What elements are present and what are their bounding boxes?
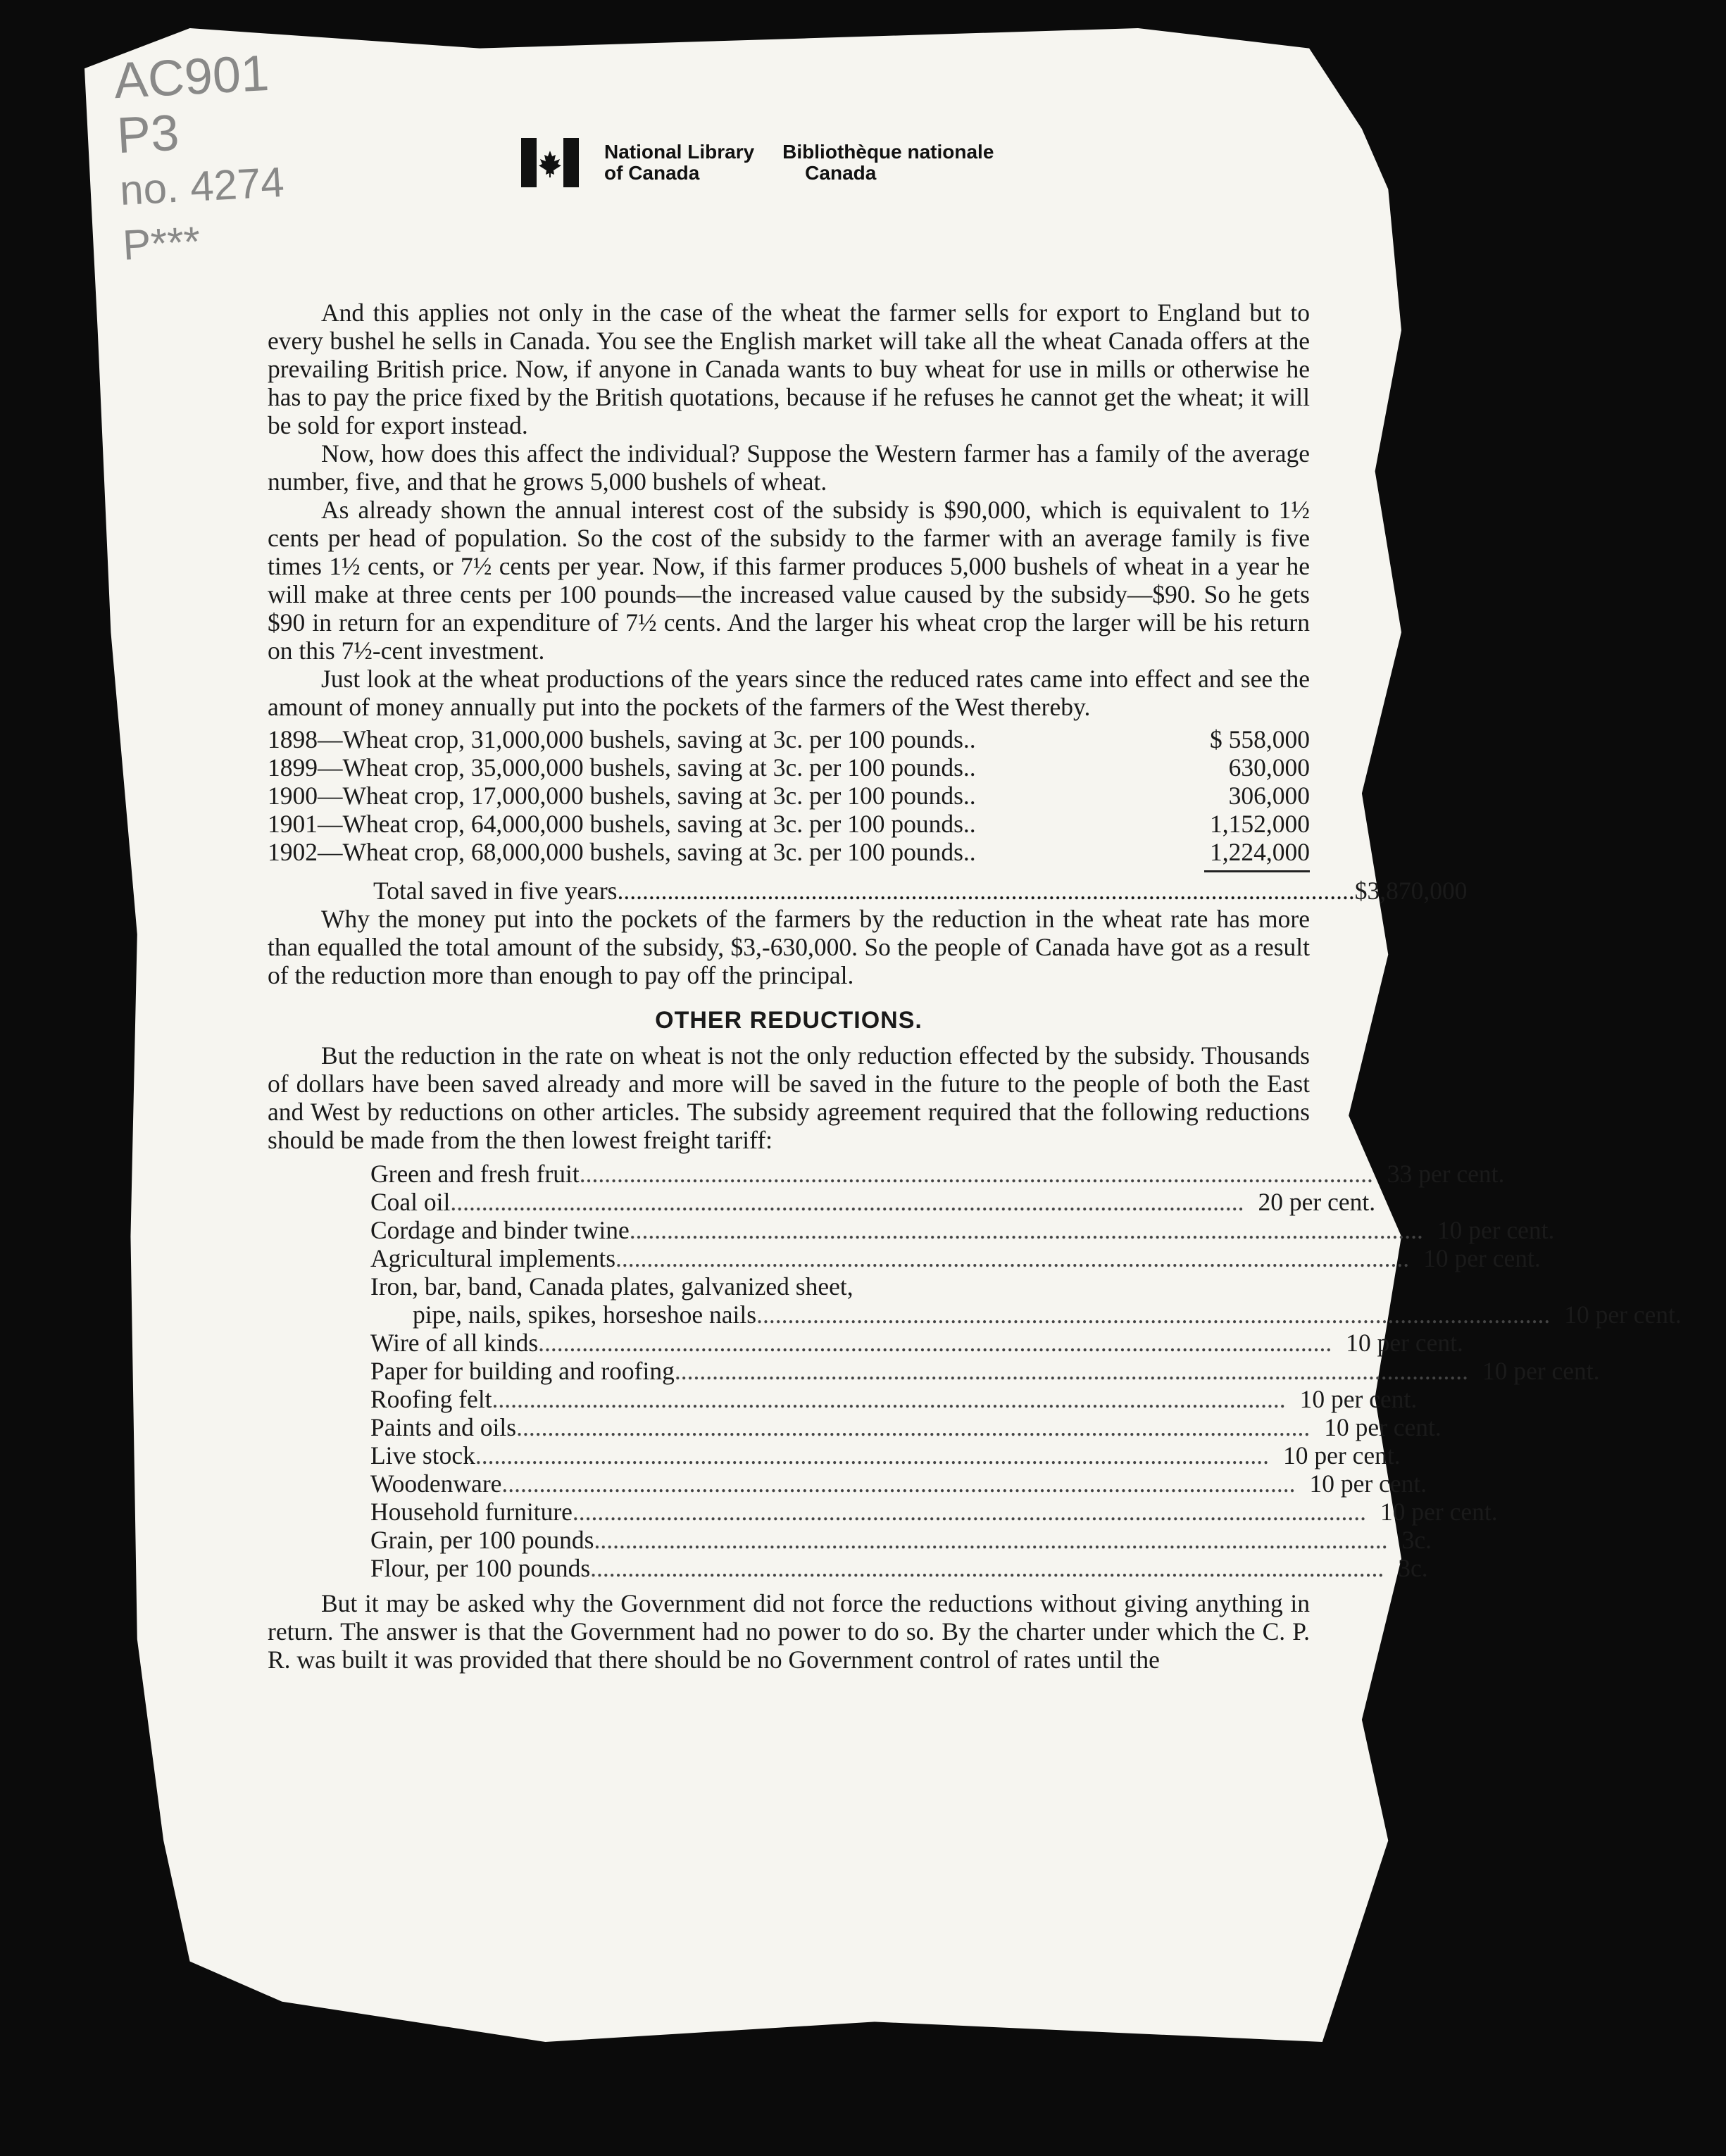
total-row bbox=[268, 877, 1468, 905]
table-row: Iron, bar, band, Canada plates, galvanized sheet, bbox=[370, 1272, 853, 1301]
library-header bbox=[521, 135, 994, 190]
call-number-line: P*** bbox=[121, 218, 201, 269]
library-name-en: National Library of Canada bbox=[604, 141, 755, 184]
table-row: Cordage and binder twine ..... 10 per cent. bbox=[370, 1216, 1194, 1244]
total-rule bbox=[1204, 870, 1310, 872]
total-label: Total saved in five years bbox=[373, 877, 618, 905]
section-heading: OTHER REDUCTIONS. bbox=[655, 1007, 923, 1034]
table-row: 1899—Wheat crop, 35,000,000 bushels, saving at 3c. per 100 pounds.. 630,000 bbox=[268, 753, 1310, 782]
table-row: Paper for building and roofing ..... 10 per cent. bbox=[370, 1357, 1194, 1385]
table-row: Paints and oils ..... 10 per cent. bbox=[370, 1413, 1194, 1441]
paragraph: And this applies not only in the case of the wheat the farmer sells for export to England but to every bushel he sells in Canada. You see the English market will take all the wheat Canada offers at the prevailing British price. Now, if anyone in Canada wants to buy wheat for use in mills or otherwise he has to pay the price fixed by the British quotations, because if he refuses he cannot get the wheat; it will be sold for export instead. bbox=[268, 299, 1310, 439]
paragraph: But the reduction in the rate on wheat is not the only reduction effected by the subsidy. Thousands of dollars have been saved already and more will be saved in the future to the people of both the East and West by reductions on other articles. The subsidy agreement required that the following reductions should be made from the then lowest freight tariff: bbox=[268, 1041, 1310, 1154]
library-name-fr: Bibliothèque nationale Canada bbox=[782, 141, 994, 184]
table-row: 1901—Wheat crop, 64,000,000 bushels, saving at 3c. per 100 pounds.. 1,152,000 bbox=[268, 810, 1310, 838]
wheat-savings-table bbox=[268, 725, 1468, 905]
table-row: Grain, per 100 pounds ..... 3c. bbox=[370, 1526, 1194, 1554]
table-row: 1898—Wheat crop, 31,000,000 bushels, saving at 3c. per 100 pounds.. $ 558,000 bbox=[268, 725, 1310, 753]
table-row: 1902—Wheat crop, 68,000,000 bushels, saving at 3c. per 100 pounds.. 1,224,000 bbox=[268, 838, 1310, 866]
canada-flag-icon bbox=[521, 138, 579, 187]
paragraph: Just look at the wheat productions of the years since the reduced rates came into effect and see the amount of money annually put into the pockets of the farmers of the West thereby. bbox=[268, 665, 1310, 721]
table-row: Coal oil ..... 20 per cent. bbox=[370, 1188, 1194, 1216]
paragraph: As already shown the annual interest cost of the subsidy is $90,000, which is equivalent to 1½ cents per head of population. So the cost of the subsidy to the farmer with an average family is five times 1½ cents, or 7½ cents per year. Now, if this farmer produces 5,000 bushels of wheat in a year he will make at three cents per 100 pounds—the increased value caused by the subsidy—$90. So he gets $90 in return for an expenditure of 7½ cents. And the larger his wheat crop the larger will be his return on this 7½-cent investment. bbox=[268, 496, 1310, 665]
table-row: Flour, per 100 pounds ..... 3c. bbox=[370, 1554, 1194, 1582]
paragraph: Why the money put into the pockets of the farmers by the reduction in the wheat rate has more than equalled the total amount of the subsidy, $3,-630,000. So the people of Canada have got as a result of the reduction more than enough to pay off the principal. bbox=[268, 905, 1310, 989]
table-row: Wire of all kinds ..... 10 per cent. bbox=[370, 1329, 1194, 1357]
table-row: Household furniture ..... 10 per cent. bbox=[370, 1498, 1194, 1526]
paragraph: But it may be asked why the Government did not force the reductions without giving anything in return. The answer is that the Government had no power to do so. By the charter under which the C. P. R. was built it was provided that there should be no Government control of rates until the bbox=[268, 1589, 1310, 1674]
table-row: 1900—Wheat crop, 17,000,000 bushels, saving at 3c. per 100 pounds.. 306,000 bbox=[268, 782, 1310, 810]
call-number-line: P3 bbox=[115, 104, 181, 165]
call-number-line: no. 4274 bbox=[118, 158, 286, 215]
table-row: Green and fresh fruit ..... 33 per cent. bbox=[370, 1160, 1194, 1188]
table-row: Roofing felt ..... 10 per cent. bbox=[370, 1385, 1194, 1413]
handwritten-call-number bbox=[113, 45, 289, 273]
total-amount: $3,870,000 bbox=[1354, 877, 1468, 905]
table-row: Live stock ..... 10 per cent. bbox=[370, 1441, 1194, 1469]
table-row: Agricultural implements ..... 10 per cent. bbox=[370, 1244, 1194, 1272]
table-row: pipe, nails, spikes, horseshoe nails ..... 10 per cent. bbox=[370, 1301, 1194, 1329]
table-row: Woodenware ..... 10 per cent. bbox=[370, 1469, 1194, 1498]
reductions-table bbox=[370, 1160, 1682, 1582]
document-body bbox=[268, 299, 1682, 1674]
call-number-line: AC901 bbox=[112, 44, 270, 110]
paragraph: Now, how does this affect the individual? Suppose the Western farmer has a family of the average number, five, and that he grows 5,000 bushels of wheat. bbox=[268, 439, 1310, 496]
